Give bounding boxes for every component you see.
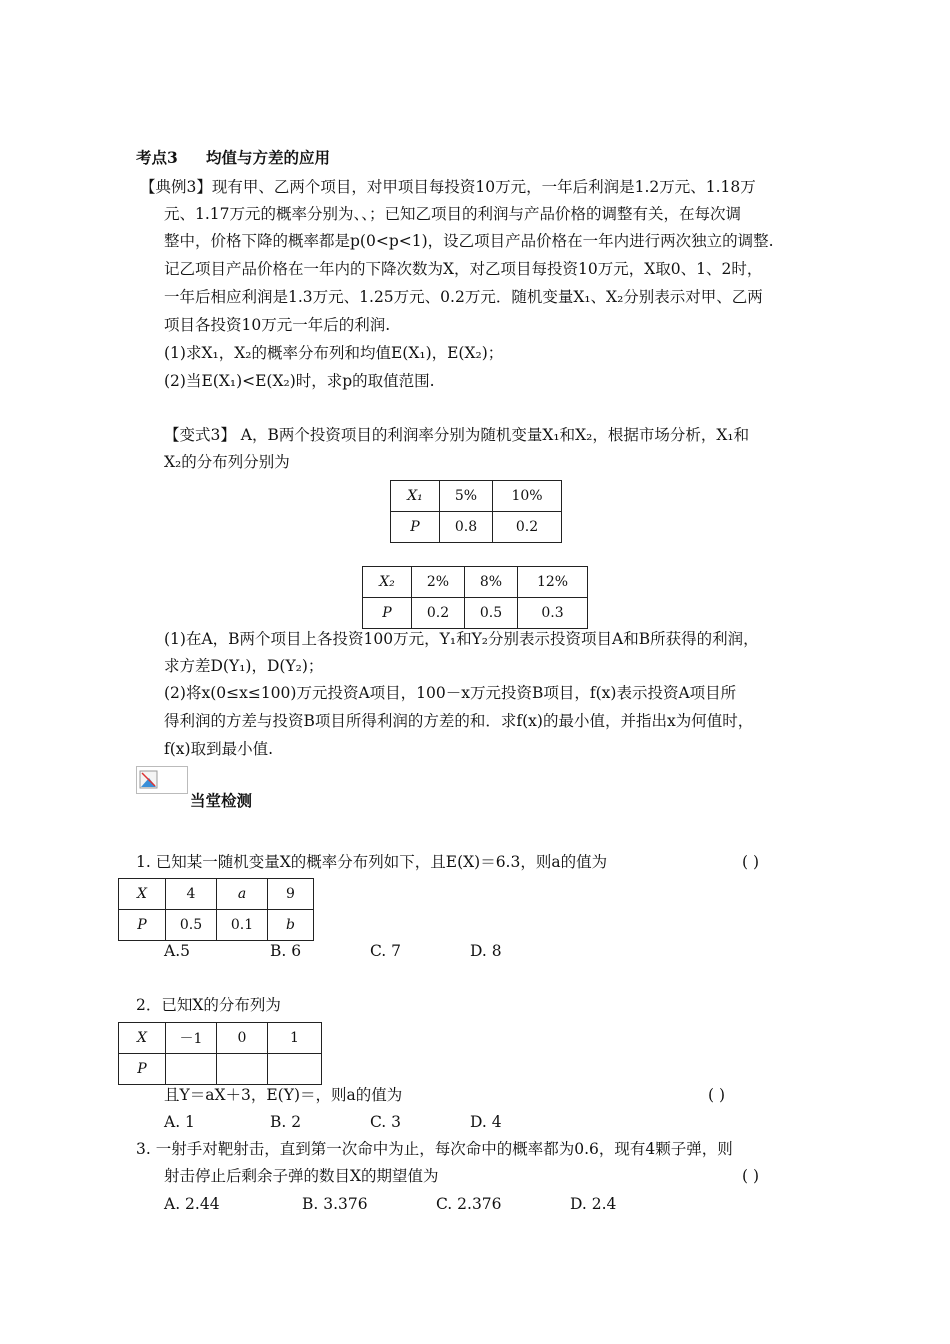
q2-option-d: D. 4 [470, 1113, 502, 1131]
broken-image-icon [136, 766, 188, 794]
example3-line: 记乙项目产品价格在一年内的下降次数为X，对乙项目每投资10万元，X取0、1、2时， [164, 260, 763, 278]
table-cell: 0.2 [412, 598, 465, 629]
x1-distribution-table [390, 480, 562, 543]
q3-option-d: D. 2.4 [570, 1195, 617, 1213]
table-cell: X [119, 1023, 166, 1054]
q1-option-c: C. 7 [370, 942, 402, 960]
table-cell: a [217, 879, 268, 910]
q1-answer-bracket: ( ) [742, 853, 760, 871]
table-cell [166, 1054, 217, 1085]
table-cell: 1 [268, 1023, 322, 1054]
table-row [119, 879, 314, 910]
table-cell: 0.5 [166, 910, 217, 941]
q3-option-c: C. 2.376 [436, 1195, 502, 1213]
example3-line: 整中，价格下降的概率都是p(0<p<1)，设乙项目产品价格在一年内进行两次独立的调整. [164, 232, 774, 250]
table-cell: 0.5 [465, 598, 518, 629]
variant3-intro: 【变式3】 A，B两个投资项目的利润率分别为随机变量X₁和X₂，根据市场分析，X₁和 [164, 426, 750, 444]
q1-option-b: B. 6 [270, 942, 302, 960]
example3-line: 【典例3】现有甲、乙两个项目，对甲项目每投资10万元，一年后利润是1.2万元、1.18万 [140, 178, 756, 196]
q1-text: 1. 已知某一随机变量X的概率分布列如下，且E(X)＝6.3，则a的值为 [136, 853, 608, 871]
x2-distribution-table [362, 566, 588, 629]
variant3-question: f(x)取到最小值. [164, 740, 273, 758]
q2-option-a: A. 1 [164, 1113, 195, 1131]
variant3-intro: X₂的分布列分别为 [164, 453, 290, 471]
table-cell [217, 1054, 268, 1085]
q2-option-b: B. 2 [270, 1113, 302, 1131]
table-cell: 0.8 [440, 512, 493, 543]
table-row [363, 567, 588, 598]
table-cell: 2% [412, 567, 465, 598]
table-row [119, 910, 314, 941]
table-row [363, 598, 588, 629]
quiz-title: 当堂检测 [190, 791, 253, 810]
variant3-question: 得利润的方差与投资B项目所得利润的方差的和．求f(x)的最小值，并指出x为何值时， [164, 712, 754, 730]
variant3-question: (2)将x(0≤x≤100)万元投资A项目，100－x万元投资B项目，f(x)表示投资A项目所 [164, 684, 737, 702]
table-row [391, 481, 562, 512]
variant3-question: (1)在A，B两个项目上各投资100万元，Y₁和Y₂分别表示投资项目A和B所获得的利润， [164, 630, 759, 648]
image-placeholder-icon [139, 770, 159, 790]
table-cell: X [119, 879, 166, 910]
q2-option-c: C. 3 [370, 1113, 402, 1131]
example3-question: (1)求X₁，X₂的概率分布列和均值E(X₁)，E(X₂)； [164, 344, 504, 362]
table-cell: 0.1 [217, 910, 268, 941]
q2-distribution-table [118, 1022, 322, 1085]
example3-line: 元、1.17万元的概率分别为、、；已知乙项目的利润与产品价格的调整有关，在每次调 [164, 205, 742, 223]
q3-line2: 射击停止后剩余子弹的数目X的期望值为 [164, 1167, 439, 1185]
table-cell: X₁ [391, 481, 440, 512]
example3-question: (2)当E(X₁)<E(X₂)时，求p的取值范围. [164, 372, 435, 390]
table-cell: 5% [440, 481, 493, 512]
q3-option-a: A. 2.44 [164, 1195, 220, 1213]
table-row [119, 1023, 322, 1054]
table-cell: 0 [217, 1023, 268, 1054]
table-cell: 4 [166, 879, 217, 910]
q1-option-d: D. 8 [470, 942, 502, 960]
table-cell: 8% [465, 567, 518, 598]
q3-answer-bracket: ( ) [742, 1167, 760, 1185]
table-cell: P [119, 910, 166, 941]
table-cell: b [268, 910, 314, 941]
table-cell: 0.3 [518, 598, 588, 629]
section-heading-number: 考点3 [136, 148, 178, 167]
table-cell: 12% [518, 567, 588, 598]
table-cell: P [119, 1054, 166, 1085]
q1-distribution-table [118, 878, 314, 941]
table-row [391, 512, 562, 543]
table-row [119, 1054, 322, 1085]
q2-answer-bracket: ( ) [708, 1086, 726, 1104]
table-cell: P [363, 598, 412, 629]
table-cell: X₂ [363, 567, 412, 598]
q2-text: 2．已知X的分布列为 [136, 996, 281, 1014]
q3-option-b: B. 3.376 [302, 1195, 368, 1213]
section-heading-title: 均值与方差的应用 [206, 148, 331, 167]
example3-line: 项目各投资10万元一年后的利润. [164, 316, 391, 334]
q1-option-a: A.5 [164, 942, 190, 960]
example3-line: 一年后相应利润是1.3万元、1.25万元、0.2万元．随机变量X₁、X₂分别表示对甲、乙两 [164, 288, 763, 306]
table-cell: 9 [268, 879, 314, 910]
q3-line1: 3. 一射手对靶射击，直到第一次命中为止，每次命中的概率都为0.6，现有4颗子弹，则 [136, 1140, 733, 1158]
table-cell: －1 [166, 1023, 217, 1054]
table-cell: P [391, 512, 440, 543]
table-cell [268, 1054, 322, 1085]
q2-line2: 且Y＝aX＋3，E(Y)＝，则a的值为 [164, 1086, 403, 1104]
variant3-question: 求方差D(Y₁)，D(Y₂)； [164, 657, 324, 675]
table-cell: 10% [493, 481, 562, 512]
table-cell: 0.2 [493, 512, 562, 543]
